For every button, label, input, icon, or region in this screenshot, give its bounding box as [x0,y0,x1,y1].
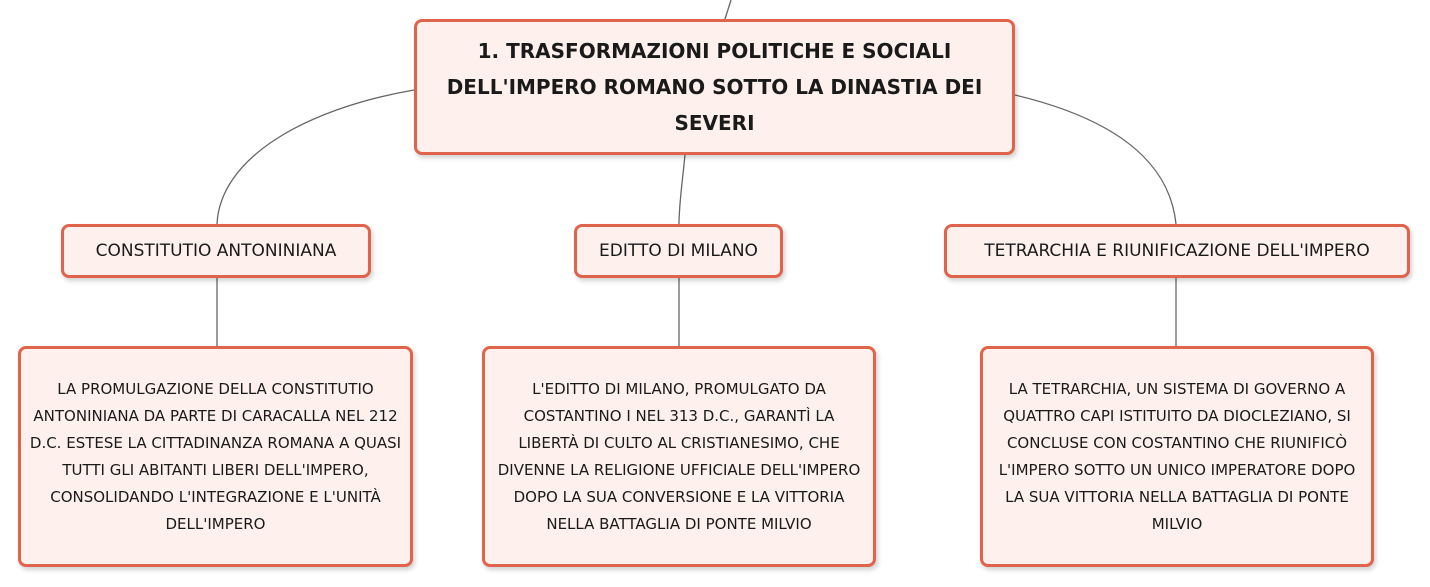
root-topic-text: 1. TRASFORMAZIONI POLITICHE E SOCIALI DELL'IMPERO ROMANO SOTTO LA DINASTIA DEI SEVERI [446,39,983,135]
topic-title: CONSTITUTIO ANTONINIANA [95,241,337,261]
root-topic[interactable] [414,19,1015,155]
subtopic-text: LA PROMULGAZIONE DELLA CONSTITUTIO ANTONINIANA DA PARTE DI CARACALLA NEL 212 D.C. ESTESE LA CITTADINANZA ROMANA A QUASI TUTTI GLI ABITANTI LIBERI DELL'IMPERO, CONSOLIDANDO L'INTEGRAZIONE E L'UNITÀ DELL'IMPERO [29,379,402,533]
topic-constitutio-antoniniana[interactable] [61,224,371,278]
connector-parent-to-root [725,0,731,19]
subtopic-tetrarchia-detail[interactable] [980,346,1374,567]
connector-root-to-branch-1 [217,90,414,224]
topic-title: EDITTO DI MILANO [599,241,758,261]
connector-root-to-branch-3 [1015,95,1176,224]
topic-title: TETRARCHIA E RIUNIFICAZIONE DELL'IMPERO [984,241,1370,261]
subtopic-editto-di-milano-detail[interactable] [482,346,876,567]
subtopic-text: L'EDITTO DI MILANO, PROMULGATO DA COSTANTINO I NEL 313 D.C., GARANTÌ LA LIBERTÀ DI CULTO AL CRISTIANESIMO, CHE DIVENNE LA RELIGIONE UFFICIALE DELL'IMPERO DOPO LA SUA CONVERSIONE E LA VITTORIA NELLA BATTAGLIA DI PONTE MILVIO [497,379,861,533]
topic-editto-di-milano[interactable] [574,224,783,278]
topic-tetrarchia[interactable] [944,224,1410,278]
connector-root-to-branch-2 [679,155,685,224]
subtopic-text: LA TETRARCHIA, UN SISTEMA DI GOVERNO A QUATTRO CAPI ISTITUITO DA DIOCLEZIANO, SI CONCLUSE CON COSTANTINO CHE RIUNIFICÒ L'IMPERO SOTTO UN UNICO IMPERATORE DOPO LA SUA VITTORIA NELLA BATTAGLIA DI PONTE MILVIO [998,379,1356,533]
subtopic-constitutio-antoniniana-detail[interactable] [18,346,413,567]
